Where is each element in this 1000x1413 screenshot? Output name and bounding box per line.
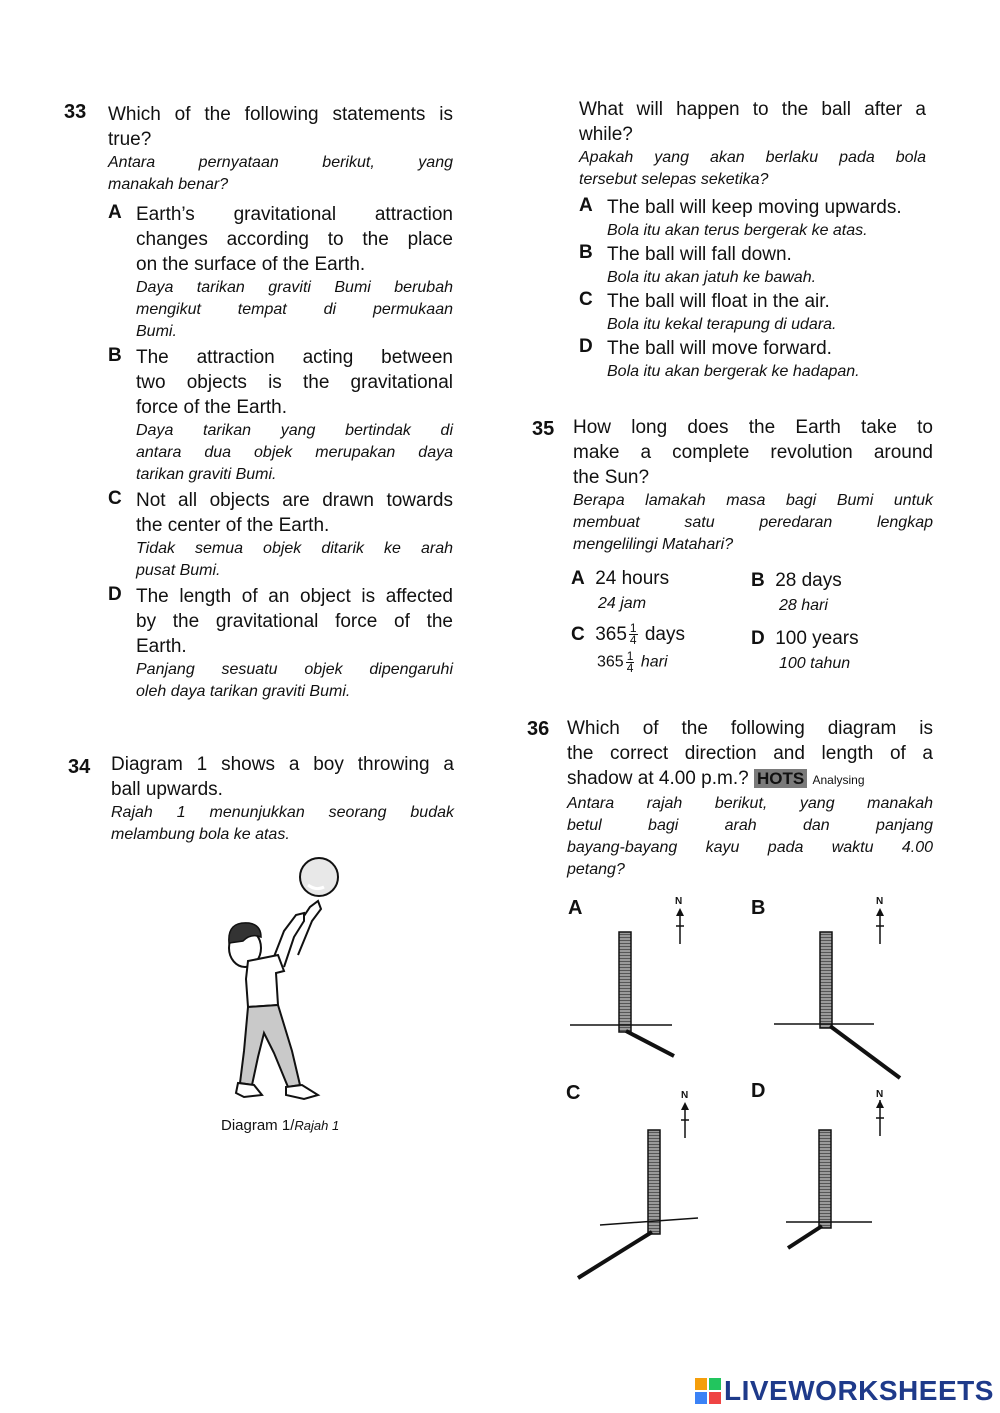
question-34: Diagram 1 shows a boy throwing a ball upwards. Rajah 1 menunjukkan seorang budak melambung bola ke atas. xyxy=(111,754,454,843)
liveworksheets-logo-icon xyxy=(694,1377,722,1405)
question-number-34: 34 xyxy=(68,756,91,778)
stick xyxy=(819,1130,831,1228)
q35-option-c[interactable]: C 365 $\frac{1}{4}$ days 365 $\frac{1}{4}$ hari xyxy=(571,621,685,675)
q36-option-b-label[interactable]: B xyxy=(751,897,766,919)
option-letter: A xyxy=(579,195,593,216)
shadow-diagram-a xyxy=(570,908,684,1056)
question-number-35: 35 xyxy=(532,418,555,440)
option-letter: D xyxy=(579,336,593,357)
question-number-36: 36 xyxy=(527,718,550,740)
question-33-english: Which of the following statements is true? xyxy=(108,104,453,150)
q34-option-a[interactable]: A The ball will keep moving upwards. Bola itu akan terus bergerak ke atas. xyxy=(579,195,902,239)
q33-options xyxy=(108,202,453,703)
q34-option-c[interactable]: C The ball will float in the air. Bola itu kekal terapung di udara. xyxy=(579,289,837,333)
stick xyxy=(820,932,832,1028)
question-35: How long does the Earth take to make a complete revolution around the Sun? Berapa lamakah masa bagi Bumi untuk membuat satu peredaran lengkap mengelilingi Matahari? xyxy=(573,417,933,553)
shadow-diagram-d xyxy=(786,1100,884,1248)
shadow xyxy=(578,1232,652,1278)
shadow-diagram-b xyxy=(774,908,900,1078)
hots-badge: HOTS xyxy=(754,769,807,788)
q34-options xyxy=(579,195,926,383)
shadow xyxy=(626,1031,674,1056)
boy-throwing-ball-illustration xyxy=(200,855,370,1110)
north-label: N xyxy=(675,896,683,907)
option-letter: D xyxy=(108,584,122,605)
north-label: N xyxy=(681,1090,689,1101)
q34-option-d[interactable]: D The ball will move forward. Bola itu akan bergerak ke hadapan. xyxy=(579,336,860,380)
stick xyxy=(619,932,631,1032)
option-letter: D xyxy=(751,628,765,649)
question-33 xyxy=(108,102,453,703)
q35-option-a[interactable]: A 24 hours 24 jam xyxy=(571,568,670,612)
q36-option-c-label[interactable]: C xyxy=(566,1082,581,1104)
q34-option-b[interactable]: B The ball will fall down. Bola itu akan jatuh ke bawah. xyxy=(579,242,817,286)
north-label: N xyxy=(876,896,884,907)
shadow-diagrams[interactable] xyxy=(560,900,940,1290)
option-letter: A xyxy=(571,568,585,589)
ball xyxy=(300,858,338,896)
q35-option-d[interactable]: D 100 years 100 tahun xyxy=(751,628,859,672)
liveworksheets-logo[interactable] xyxy=(694,1375,994,1407)
shadow xyxy=(830,1026,900,1078)
liveworksheets-wordmark: LIVEWORKSHEETS xyxy=(724,1375,994,1406)
q35-option-b[interactable]: B 28 days 28 hari xyxy=(751,570,842,614)
question-36: Which of the following diagram is the correct direction and length of a shadow at 4.00 p.m.? HOTS Analysing Antara rajah berikut, yang manakah betul bagi arah dan panjang bayang-bayang kayu pada waktu 4.00 petang? xyxy=(567,718,933,878)
shadow xyxy=(788,1226,822,1248)
option-letter: C xyxy=(579,289,593,310)
q33-option-c[interactable]: C Not all objects are drawn towards the center of the Earth. Tidak semua objek ditarik ke arah pusat Bumi. xyxy=(108,488,453,579)
option-letter: B xyxy=(108,345,122,366)
option-letter: A xyxy=(108,202,122,223)
q33-option-b[interactable]: B The attraction acting between two objects is the gravitational force of the Earth. Daya tarikan yang bertindak di antara dua objek merupakan daya tarikan graviti Bumi. xyxy=(108,345,453,483)
question-34-continued: What will happen to the ball after a while? Apakah yang akan berlaku pada bola tersebut selepas seketika? A The ball will keep moving upwards. Bola itu akan terus bergerak ke atas. B The ball will fall down. Bola itu akan jatuh ke bawah. C The ball will float in the air. Bola itu kekal terapung di udara. D The ball will move forward. Bola itu akan bergerak ke hadapan. xyxy=(579,97,926,383)
q33-option-a[interactable]: A Earth’s gravitational attraction changes according to the place on the surface of the Earth. Daya tarikan graviti Bumi berubah mengikut tempat di permukaan Bumi. xyxy=(108,202,453,340)
fraction: $\frac{1}{4}$ xyxy=(629,621,637,648)
option-letter: B xyxy=(579,242,593,263)
q33-option-d[interactable]: D The length of an object is affected by the gravitational force of the Earth. Panjang sesuatu objek dipengaruhi oleh daya tarikan graviti Bumi. xyxy=(108,584,453,700)
q36-option-d-label[interactable]: D xyxy=(751,1080,766,1102)
q36-option-a-label[interactable]: A xyxy=(568,897,583,919)
question-33-malay: Antara pernyataan berikut, yang manakah benar? xyxy=(108,154,453,193)
question-number-33: 33 xyxy=(64,101,87,123)
shadow-diagram-c xyxy=(578,1102,698,1278)
north-label: N xyxy=(876,1089,884,1100)
option-letter: C xyxy=(108,488,122,509)
option-letter: C xyxy=(571,624,585,645)
diagram-1-caption: Diagram 1/Rajah 1 xyxy=(221,1117,340,1134)
stick xyxy=(648,1130,660,1234)
option-letter: B xyxy=(751,570,765,591)
